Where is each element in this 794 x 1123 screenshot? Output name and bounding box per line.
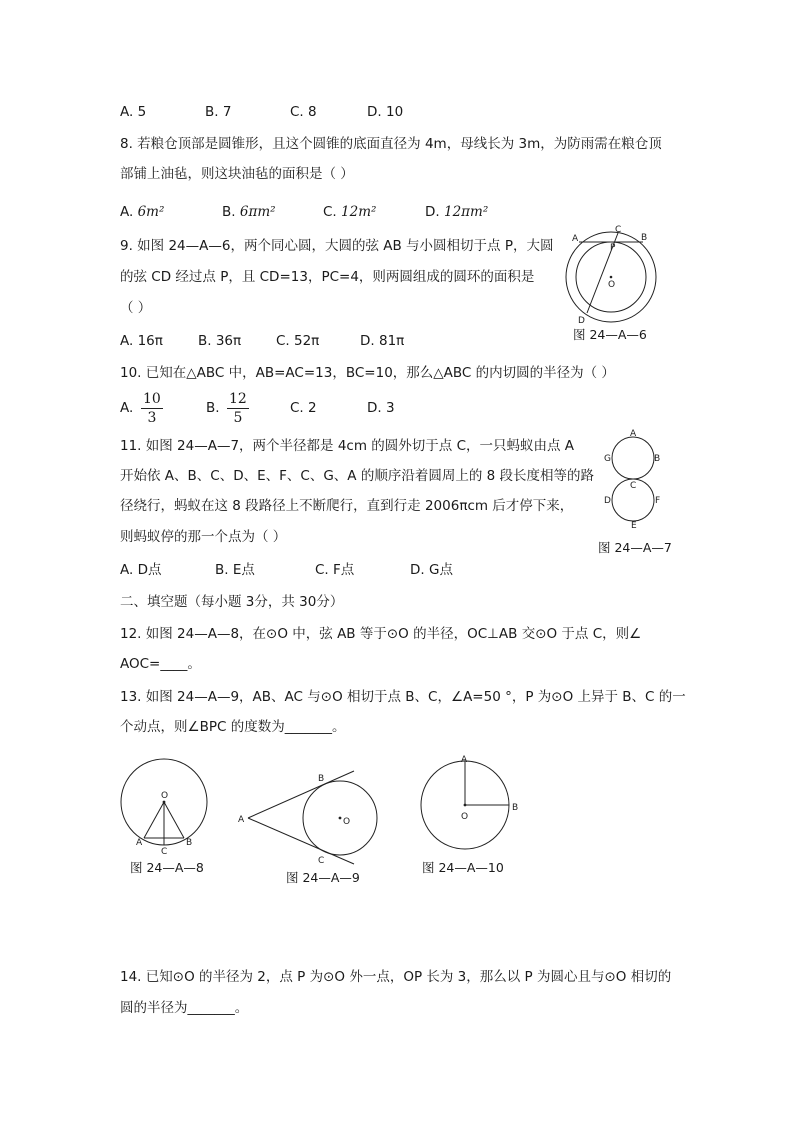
q10-a-numerator: 10 — [143, 391, 161, 407]
q12-text-line2: AOC=____。 — [120, 656, 201, 672]
q10-b-denominator: 5 — [233, 410, 243, 426]
q7-option-d: D. 10 — [367, 104, 404, 120]
q11-option-c: C. F点 — [315, 562, 355, 578]
q14-text-line1: 14. 已知⊙O 的半径为 2，点 P 为⊙O 外一点，OP 长为 3，那么以 P 为圆心且与⊙O 相切的 — [120, 969, 672, 985]
fig9-label-c: C — [318, 856, 325, 866]
fig8-line-ob — [164, 802, 184, 838]
figure-24-a-7 — [598, 428, 668, 531]
q11-text-line3: 径绕行，蚂蚁在这 8 段路径上不断爬行，直到行走 2006πcm 后才停下来， — [120, 498, 574, 514]
fig7-label-f: F — [655, 496, 661, 506]
fig7-label-b: B — [654, 454, 661, 464]
figure-24-a-6 — [563, 225, 673, 325]
fig6-label-o: O — [608, 280, 616, 290]
q10-option-a-fraction — [141, 390, 163, 427]
fig10-label-b: B — [512, 803, 519, 813]
q10-b-numerator: 12 — [229, 391, 247, 407]
section-2-heading: 二、填空题（每小题 3分，共 30分） — [120, 594, 344, 610]
q11-text-line4: 则蚂蚁停的那一个点为（ ） — [120, 529, 287, 545]
fig6-label-p: P — [610, 243, 616, 253]
fig9-label-b: B — [318, 774, 325, 784]
q8-text-line2: 部铺上油毡，则这块油毡的面积是（ ） — [120, 166, 354, 182]
fig6-center-point — [610, 276, 613, 279]
fig6-label-b: B — [641, 233, 648, 243]
fig7-label-d: D — [604, 496, 611, 506]
q11-text-line1: 11. 如图 24—A—7，两个半径都是 4cm 的圆外切于点 C，一只蚂蚁由点 A — [120, 438, 575, 454]
q11-text-line2: 开始依 A、B、C、D、E、F、C、G、A 的顺序沿着圆周上的 8 段长度相等的路 — [120, 468, 594, 484]
fig8-caption: 图 24—A—8 — [130, 860, 204, 875]
fig6-label-c: C — [615, 225, 622, 235]
q11-option-d: D. G点 — [410, 562, 453, 578]
q12-text-line1: 12. 如图 24—A—8，在⊙O 中，弦 AB 等于⊙O 的半径，OC⊥AB 交⊙O 于点 C，则∠ — [120, 626, 642, 642]
fig8-line-oa — [144, 802, 164, 838]
q8-text-line1: 8. 若粮仓顶部是圆锥形，且这个圆锥的底面直径为 4m，母线长为 3m，为防雨需在粮仓顶 — [120, 136, 662, 152]
fig8-label-c: C — [161, 847, 168, 857]
figure-24-a-9 — [236, 766, 386, 866]
fig8-label-b: B — [186, 838, 193, 848]
q9-option-b: B. 36π — [198, 333, 242, 349]
q7-option-c: C. 8 — [290, 104, 317, 120]
q9-option-c: C. 52π — [276, 333, 320, 349]
q7-option-b: B. 7 — [205, 104, 232, 120]
fig8-label-a: A — [136, 838, 143, 848]
q10-option-a-label: A. — [120, 400, 134, 416]
q8-option-c: C. 12m² — [323, 204, 377, 220]
q10-option-b-fraction — [227, 390, 249, 427]
q10-option-b-label: B. — [206, 400, 220, 416]
q11-option-a: A. D点 — [120, 562, 162, 578]
q10-option-d: D. 3 — [367, 400, 395, 416]
q9-text-line1: 9. 如图 24—A—6，两个同心圆，大圆的弦 AB 与小圆相切于点 P，大圆 — [120, 238, 554, 254]
fig7-upper-circle — [612, 437, 654, 479]
fig10-center-point — [464, 804, 467, 807]
fig9-caption: 图 24—A—9 — [286, 870, 360, 885]
q9-text-line2: 的弦 CD 经过点 P，且 CD=13，PC=4，则两圆组成的圆环的面积是 — [120, 269, 535, 285]
fig9-label-o: O — [343, 817, 351, 827]
q14-text-line2: 圆的半径为_______。 — [120, 1000, 249, 1016]
q10-text-line1: 10. 已知在△ABC 中，AB=AC=13，BC=10，那么△ABC 的内切圆的半径为（ ） — [120, 365, 615, 381]
q9-option-d: D. 81π — [360, 333, 405, 349]
q10-a-denominator: 3 — [147, 410, 157, 426]
fig10-label-a: A — [461, 755, 468, 765]
fig9-tangent-ab — [248, 771, 354, 818]
fig8-center-point — [163, 801, 166, 804]
figure-24-a-8 — [116, 753, 216, 857]
fig10-caption: 图 24—A—10 — [422, 860, 504, 875]
fig9-label-a: A — [238, 815, 245, 825]
q13-text-line2: 个动点，则∠BPC 的度数为_______。 — [120, 719, 346, 735]
fig7-label-g: G — [604, 454, 611, 464]
fig7-label-c: C — [630, 481, 637, 491]
q9-text-line3: （ ） — [120, 300, 152, 316]
fig10-label-o: O — [461, 812, 469, 822]
fig7-label-a: A — [630, 429, 637, 439]
q8-option-a: A. 6m² — [120, 204, 165, 220]
fig6-caption: 图 24—A—6 — [573, 327, 647, 342]
fig9-center-point — [339, 817, 342, 820]
fig9-tangent-ac — [248, 818, 354, 864]
fig6-label-a: A — [572, 234, 579, 244]
q13-text-line1: 13. 如图 24—A—9，AB、AC 与⊙O 相切于点 B、C，∠A=50 °，P 为⊙O 上异于 B、C 的一 — [120, 689, 686, 705]
fig6-label-d: D — [578, 316, 585, 326]
q10-option-c: C. 2 — [290, 400, 317, 416]
q7-option-a: A. 5 — [120, 104, 147, 120]
q8-option-b: B. 6πm² — [222, 204, 276, 220]
fig8-label-o: O — [161, 791, 169, 801]
q11-option-b: B. E点 — [215, 562, 255, 578]
fig7-label-e: E — [631, 521, 637, 531]
q8-option-d: D. 12πm² — [425, 204, 489, 220]
fig7-caption: 图 24—A—7 — [598, 540, 672, 555]
figure-24-a-10 — [415, 753, 525, 853]
q9-option-a: A. 16π — [120, 333, 163, 349]
